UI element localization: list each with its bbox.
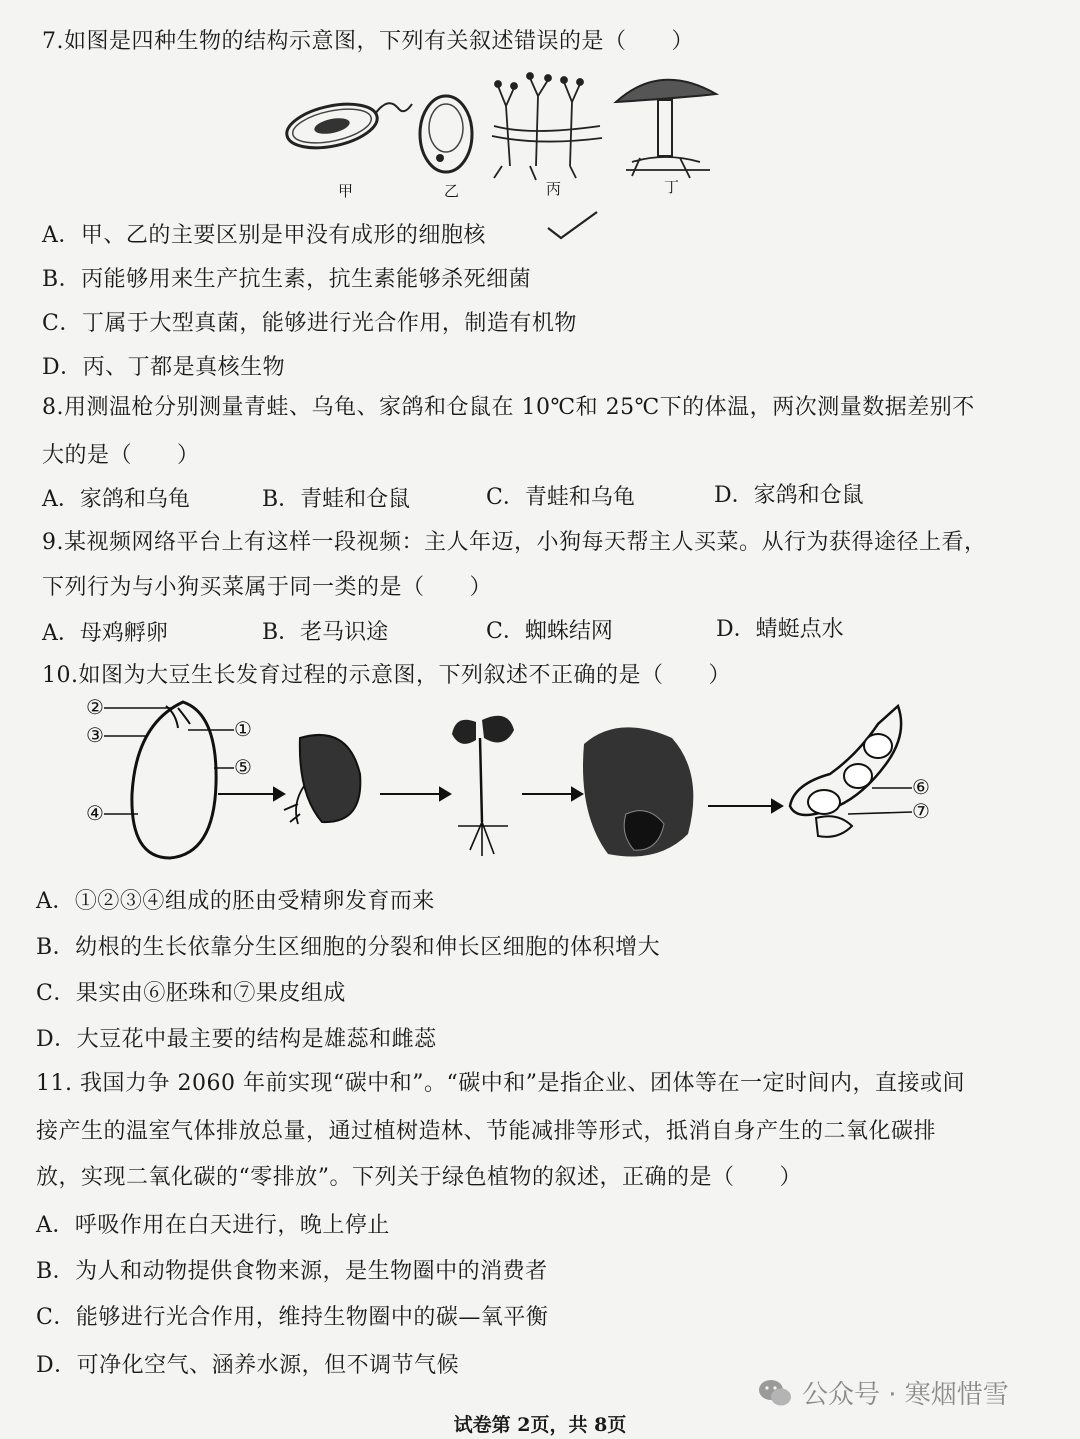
q9-option-b: B．老马识途	[262, 620, 389, 645]
q7-option-d: D．丙、丁都是真核生物	[42, 355, 286, 380]
q8-stem-line2: 大的是（ ）	[42, 443, 200, 468]
q8-option-c: C．青蛙和乌龟	[486, 485, 635, 510]
q7-option-a: A．甲、乙的主要区别是甲没有成形的细胞核	[42, 223, 486, 248]
q8-option-a: A．家鸽和乌龟	[42, 487, 190, 512]
q11-stem-line1: 11. 我国力争 2060 年前实现“碳中和”。“碳中和”是指企业、团体等在一定时间内，直接或间	[36, 1071, 965, 1096]
seed-label-1: ①	[234, 717, 252, 741]
q11-option-b: B．为人和动物提供食物来源，是生物圈中的消费者	[36, 1259, 548, 1284]
seed-drawing	[104, 702, 234, 858]
check-mark-icon	[545, 208, 601, 242]
mold-drawing	[492, 73, 602, 180]
q11-stem-line3: 放，实现二氧化碳的“零排放”。下列关于绿色植物的叙述，正确的是（ ）	[36, 1165, 802, 1190]
bacterium-drawing	[283, 97, 412, 155]
q7-organisms-figure	[280, 66, 740, 206]
q10-option-d: D．大豆花中最主要的结构是雄蕊和雌蕊	[36, 1027, 437, 1052]
pod-label-7: ⑦	[912, 799, 930, 823]
q11-option-a: A．呼吸作用在白天进行，晚上停止	[36, 1213, 390, 1238]
watermark-text: 公众号 · 寒烟惜雪	[802, 1380, 1009, 1410]
q9-stem-line2: 下列行为与小狗买菜属于同一类的是（ ）	[42, 575, 493, 600]
q8-option-b: B．青蛙和仓鼠	[262, 487, 411, 512]
growth-arrows	[218, 788, 782, 812]
q11-option-c: C．能够进行光合作用，维持生物圈中的碳—氧平衡	[36, 1305, 549, 1330]
germinating-seed-drawing	[284, 735, 360, 824]
soybean-pod-drawing	[790, 706, 912, 837]
q9-option-d: D．蜻蜓点水	[716, 617, 844, 642]
q8-stem-line1: 8.用测温枪分别测量青蛙、乌龟、家鸽和仓鼠在 10℃和 25℃下的体温，两次测量数据差别不	[42, 395, 975, 420]
q7-stem: 7.如图是四种生物的结构示意图，下列有关叙述错误的是（ ）	[42, 29, 694, 54]
q8-option-d: D．家鸽和仓鼠	[714, 483, 864, 508]
q10-option-c: C．果实由⑥胚珠和⑦果皮组成	[36, 981, 346, 1006]
q7-label-jia: 甲	[338, 182, 354, 200]
q10-stem: 10.如图为大豆生长发育过程的示意图，下列叙述不正确的是（ ）	[42, 663, 731, 688]
yeast-drawing	[420, 96, 472, 172]
q9-option-a: A．母鸡孵卵	[42, 621, 168, 646]
pod-label-6: ⑥	[912, 775, 930, 799]
q10-option-b: B．幼根的生长依靠分生区细胞的分裂和伸长区细胞的体积增大	[36, 935, 661, 960]
q9-stem-line1: 9.某视频网络平台上有这样一段视频：主人年迈，小狗每天帮主人买菜。从行为获得途径上看，	[42, 530, 987, 555]
q11-stem-line2: 接产生的温室气体排放总量，通过植树造林、节能减排等形式，抵消自身产生的二氧化碳排	[36, 1119, 937, 1144]
seed-label-5: ⑤	[234, 755, 252, 779]
q7-option-b: B．丙能够用来生产抗生素，抗生素能够杀死细菌	[42, 267, 532, 292]
mushroom-drawing	[616, 80, 716, 178]
q9-option-c: C．蜘蛛结网	[486, 619, 613, 644]
q7-label-ding: 丁	[664, 178, 680, 196]
q11-option-d: D．可净化空气、涵养水源，但不调节气候	[36, 1353, 460, 1378]
q7-label-yi: 乙	[444, 182, 460, 200]
wechat-icon	[758, 1378, 792, 1408]
seed-label-3: ③	[86, 723, 104, 747]
seed-label-2: ②	[86, 695, 104, 719]
q7-label-bing: 丙	[546, 180, 562, 198]
seedling-drawing	[452, 716, 514, 856]
q7-option-c: C．丁属于大型真菌，能够进行光合作用，制造有机物	[42, 311, 577, 336]
page-footer: 试卷第 2页，共 8页	[453, 1414, 627, 1436]
q10-soybean-figure	[78, 694, 958, 874]
q10-option-a: A．①②③④组成的胚由受精卵发育而来	[36, 889, 435, 914]
flowering-plant-drawing	[583, 727, 693, 856]
watermark	[758, 1374, 1009, 1411]
seed-label-4: ④	[86, 801, 104, 825]
